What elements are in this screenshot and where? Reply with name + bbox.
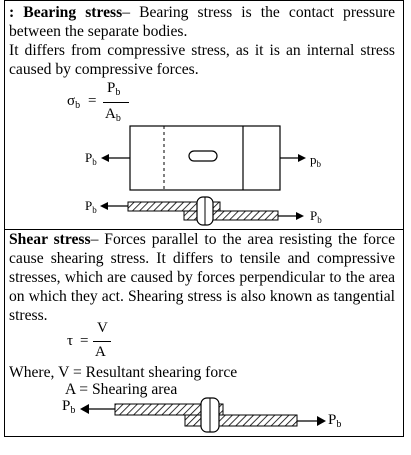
fig1-label-right: $p_b$ — [310, 152, 321, 169]
right-arrow-icon — [298, 154, 306, 162]
bearing-text-2: It differs from compressive stress, as it is an internal stress caused by compressive forces. — [9, 42, 395, 78]
shear-right-arrow-icon — [317, 416, 326, 426]
shear-text: Forces parallel to the area resisting the force cause shearing stress. It differs to tensile and compressive stresses, which are caused by forces perpendicular to the area on which they act. Shearing stress is also known as tangential stress. — [9, 231, 395, 324]
fig2-label-right: $P_b$ — [310, 208, 322, 225]
fig3-label-right: $P_b$ — [328, 412, 342, 430]
shear-formula — [67, 320, 127, 364]
bearing-formula-eq: = — [88, 93, 97, 109]
bearing-paragraph — [9, 3, 395, 79]
shear-formula-lhs: τ — [67, 333, 74, 349]
bearing-dash: – — [122, 4, 130, 21]
shear-formula-eq: = — [80, 333, 89, 349]
slot-shape — [189, 151, 217, 161]
bearing-fraction-bar — [103, 102, 129, 103]
fig1-label-left: $P_b$ — [85, 150, 97, 167]
shear-paragraph — [9, 230, 395, 325]
bearing-prefix: : — [9, 4, 24, 21]
shear-dash: – — [90, 231, 99, 248]
bearing-formula-denominator: $A_b$ — [105, 106, 121, 124]
bearing-formula-lhs: $\sigma_b$ — [67, 93, 81, 111]
fig3-label-left: $P_b$ — [62, 398, 76, 416]
bearing-text-1: Bearing stress is the contact pressure between the separate bodies. — [9, 4, 396, 40]
shear-where-line: Where, V = Resultant shearing force — [9, 364, 238, 381]
fig2-label-left: $P_b$ — [85, 198, 97, 215]
shear-fraction-bar — [93, 341, 111, 342]
left-arrow-icon — [101, 154, 109, 162]
shear-formula-denominator: A — [95, 344, 106, 360]
shear-heading: Shear stress — [9, 231, 91, 248]
lap-right-arrow-icon — [296, 212, 304, 220]
bearing-block-figure — [70, 118, 350, 198]
bearing-formula-numerator: $P_b$ — [107, 80, 121, 98]
lap-left-arrow-icon — [100, 202, 108, 210]
shear-formula-numerator: V — [97, 320, 108, 336]
shear-left-arrow-icon — [80, 404, 89, 414]
shear-area-line: A = Shearing area — [65, 381, 178, 398]
bearing-heading: Bearing stress — [23, 4, 123, 21]
bearing-lap-joint-figure — [70, 195, 350, 227]
shear-lap-joint-figure — [60, 396, 360, 434]
